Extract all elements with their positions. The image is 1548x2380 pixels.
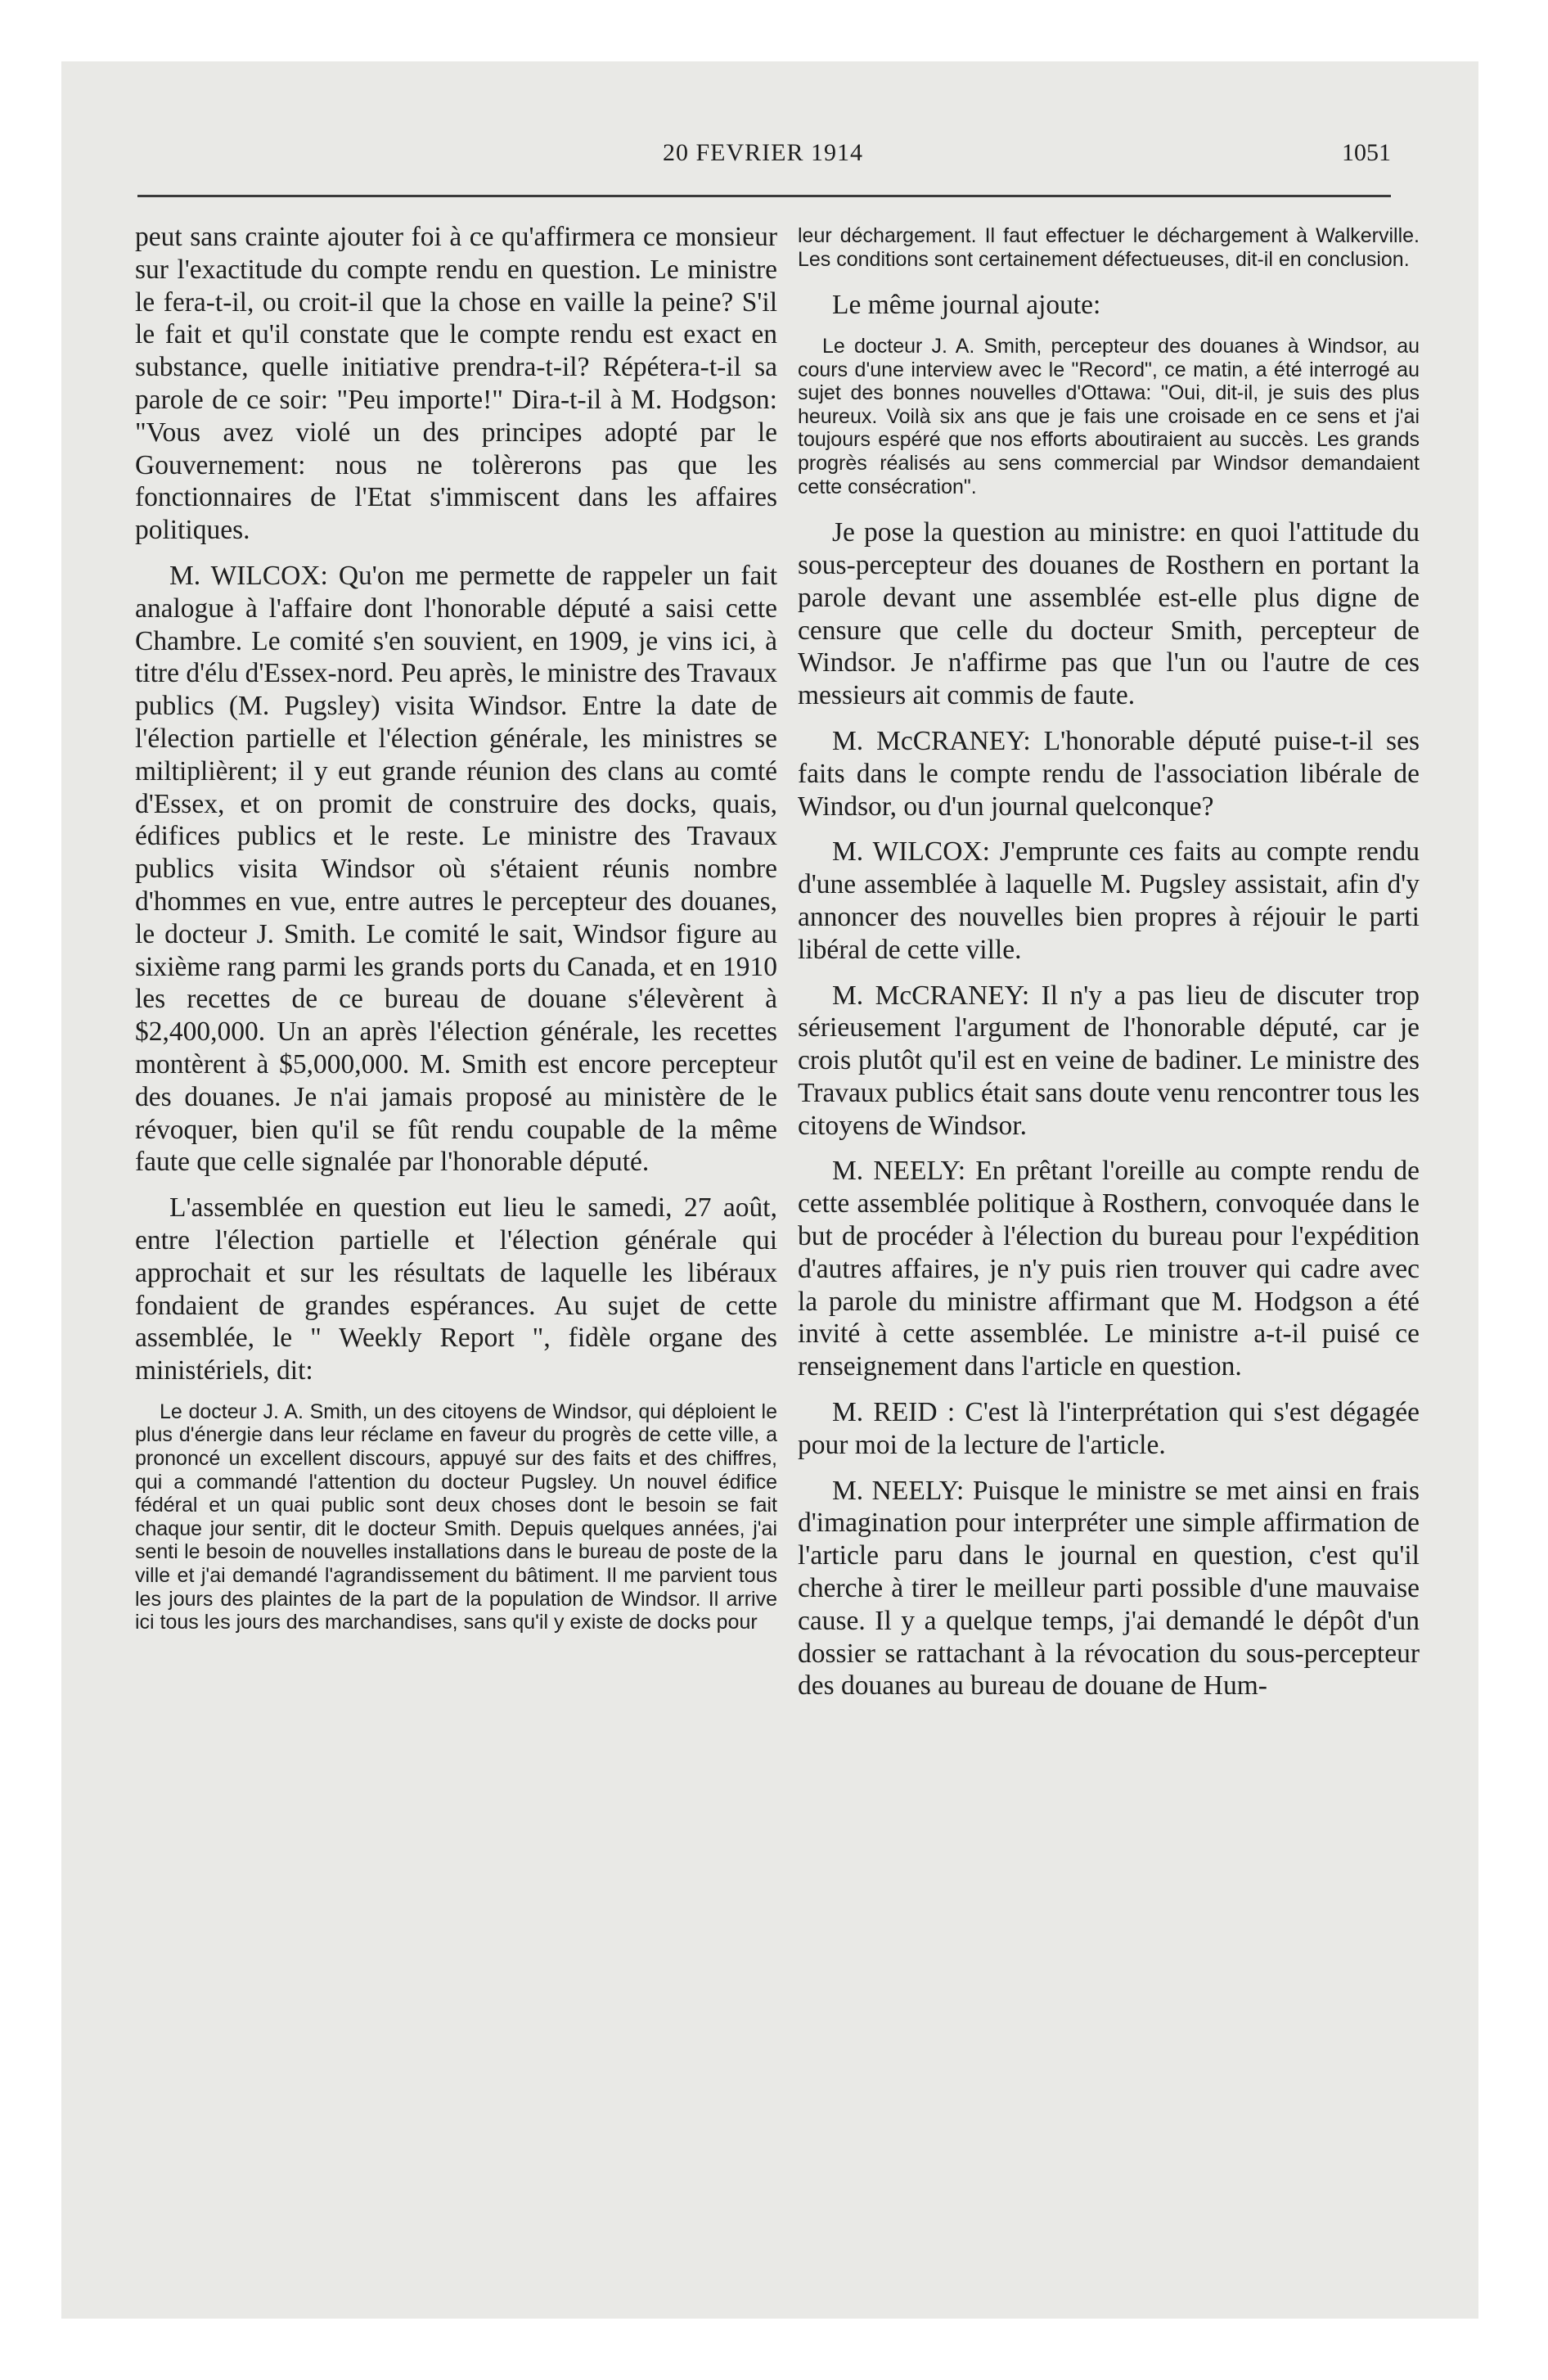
- paragraph: M. WILCOX: Qu'on me permette de rappeler un fait analogue à l'affaire dont l'honorable député a saisi cette Chambre. Le comité s'en souvient, en 1909, je vins ici, à titre d'élu d'Essex-nord. Peu après, le ministre des Travaux publics (M. Pugsley) visita Windsor. Entre la date de l'élection partielle et l'élection générale, les ministres se miltiplièrent; il y eut grande réunion des clans au comté d'Essex, et on promit de construire des docks, quais, édifices publics et le reste. Le ministre des Travaux publics visita Windsor où s'étaient réunis nombre d'hommes en vue, entre autres le percepteur des douanes, le docteur J. Smith. Le comité le sait, Windsor figure au sixième rang parmi les grands ports du Canada, et en 1910 les recettes de ce bureau de douane s'élevèrent à $2,400,000. Un an après l'élection générale, les recettes montèrent à $5,000,000. M. Smith est encore percepteur des douanes. Je n'ai jamais proposé au ministère de le révoquer, bien qu'il se fût rendu coupable de la même faute que celle signalée par l'honorable député.: [135, 560, 777, 1178]
- paragraph: peut sans crainte ajouter foi à ce qu'affirmera ce monsieur sur l'exactitude du compte rendu en question. Le ministre le fera-t-il, ou croit-il que la chose en vaille la peine? S'il le fait et qu'il constate que le compte rendu est exact en substance, quelle initiative prendra-t-il? Répétera-t-il sa parole de ce soir: "Peu importe!" Dira-t-il à M. Hodgson: "Vous avez violé un des principes adopté par le Gouvernement: nous ne tolèrerons pas que les fonctionnaires de l'Etat s'immiscent dans les affaires politiques.: [135, 222, 777, 546]
- quoted-passage: Le docteur J. A. Smith, un des citoyens de Windsor, qui déploient le plus d'énergie dans leur réclame en faveur du progrès de cette ville, a prononcé un excellent discours, appuyé sur des faits et des chiffres, qui a commandé l'attention du docteur Pugsley. Un nouvel édifice fédéral et un quai public sont deux choses dont le besoin se fait chaque jour sentir, dit le docteur Smith. Depuis quelques années, j'ai senti le besoin de nouvelles installations dans le bureau de poste de la ville et j'ai demandé l'agrandissement du bâtiment. Il me parvient tous les jours des plaintes de la part de la population de Windsor. Il arrive ici tous les jours des marchandises, sans qu'il y existe de docks pour: [135, 1400, 777, 1634]
- paragraph: M. NEELY: En prêtant l'oreille au compte rendu de cette assemblée politique à Rosthern, convoquée dans le but de procéder à l'élection du bureau pour l'expédition d'autres affaires, je n'y puis rien trouver qui cadre avec la parole du ministre affirmant que M. Hodgson a été invité à cette assemblée. Le ministre a-t-il puisé ce renseignement dans l'article en question.: [798, 1156, 1420, 1382]
- right-column: [798, 221, 1420, 2267]
- page-header: [135, 139, 1391, 183]
- paragraph: L'assemblée en question eut lieu le samedi, 27 août, entre l'élection partielle et l'élection générale qui approchait et sur les résultats de laquelle les libéraux fondaient de grandes espérances. Au sujet de cette assemblée, le " Weekly Report ", fidèle organe des ministériels, dit:: [135, 1192, 777, 1386]
- left-column: [135, 221, 777, 2267]
- quoted-passage: leur déchargement. Il faut effectuer le déchargement à Walkerville. Les conditions sont certainement défectueuses, dit-il en conclusion.: [798, 224, 1420, 271]
- paragraph: M. NEELY: Puisque le ministre se met ainsi en frais d'imagination pour interpréter une simple affirmation de l'article paru dans le journal en question, c'est qu'il cherche à tirer le meilleur parti possible d'une mauvaise cause. Il y a quelque temps, j'ai demandé le dépôt d'un dossier se rattachant à la révocation du sous-percepteur des douanes au bureau de douane de Hum-: [798, 1475, 1420, 1702]
- paragraph: M. REID : C'est là l'interprétation qui s'est dégagée pour moi de la lecture de l'article.: [798, 1397, 1420, 1460]
- quoted-passage: Le docteur J. A. Smith, percepteur des douanes à Windsor, au cours d'une interview avec le "Record", ce matin, a été interrogé au sujet des bonnes nouvelles d'Ottawa: "Oui, dit-il, je suis des plus heureux. Voilà six ans que je fais une croisade en ce sens et j'ai toujours espéré que nos efforts aboutiraient au succès. Les grands progrès réalisés au sens commercial par Windsor demandaient cette consécration".: [798, 334, 1420, 498]
- paragraph: M. WILCOX: J'emprunte ces faits au compte rendu d'une assemblée à laquelle M. Pugsley assistait, afin d'y annoncer des nouvelles bien propres à réjouir le parti libéral de cette ville.: [798, 836, 1420, 965]
- header-rule: [137, 195, 1391, 197]
- page-number: 1051: [1342, 139, 1391, 166]
- page-date: 20 FEVRIER 1914: [662, 139, 863, 166]
- paragraph: M. McCRANEY: L'honorable député puise-t-il ses faits dans le compte rendu de l'association libérale de Windsor, ou d'un journal quelconque?: [798, 725, 1420, 822]
- paragraph: Je pose la question au ministre: en quoi l'attitude du sous-percepteur des douanes de Rosthern en portant la parole devant une assemblée est-elle plus digne de censure que celle du docteur Smith, percepteur de Windsor. Je n'affirme pas que l'un ou l'autre de ces messieurs ait commis de faute.: [798, 517, 1420, 711]
- paragraph: Le même journal ajoute:: [832, 290, 1101, 321]
- paragraph: M. McCRANEY: Il n'y a pas lieu de discuter trop sérieusement l'argument de l'honorable député, car je crois plutôt qu'il est en veine de badiner. Le ministre des Travaux publics était sans doute venu rencontrer tous les citoyens de Windsor.: [798, 980, 1420, 1141]
